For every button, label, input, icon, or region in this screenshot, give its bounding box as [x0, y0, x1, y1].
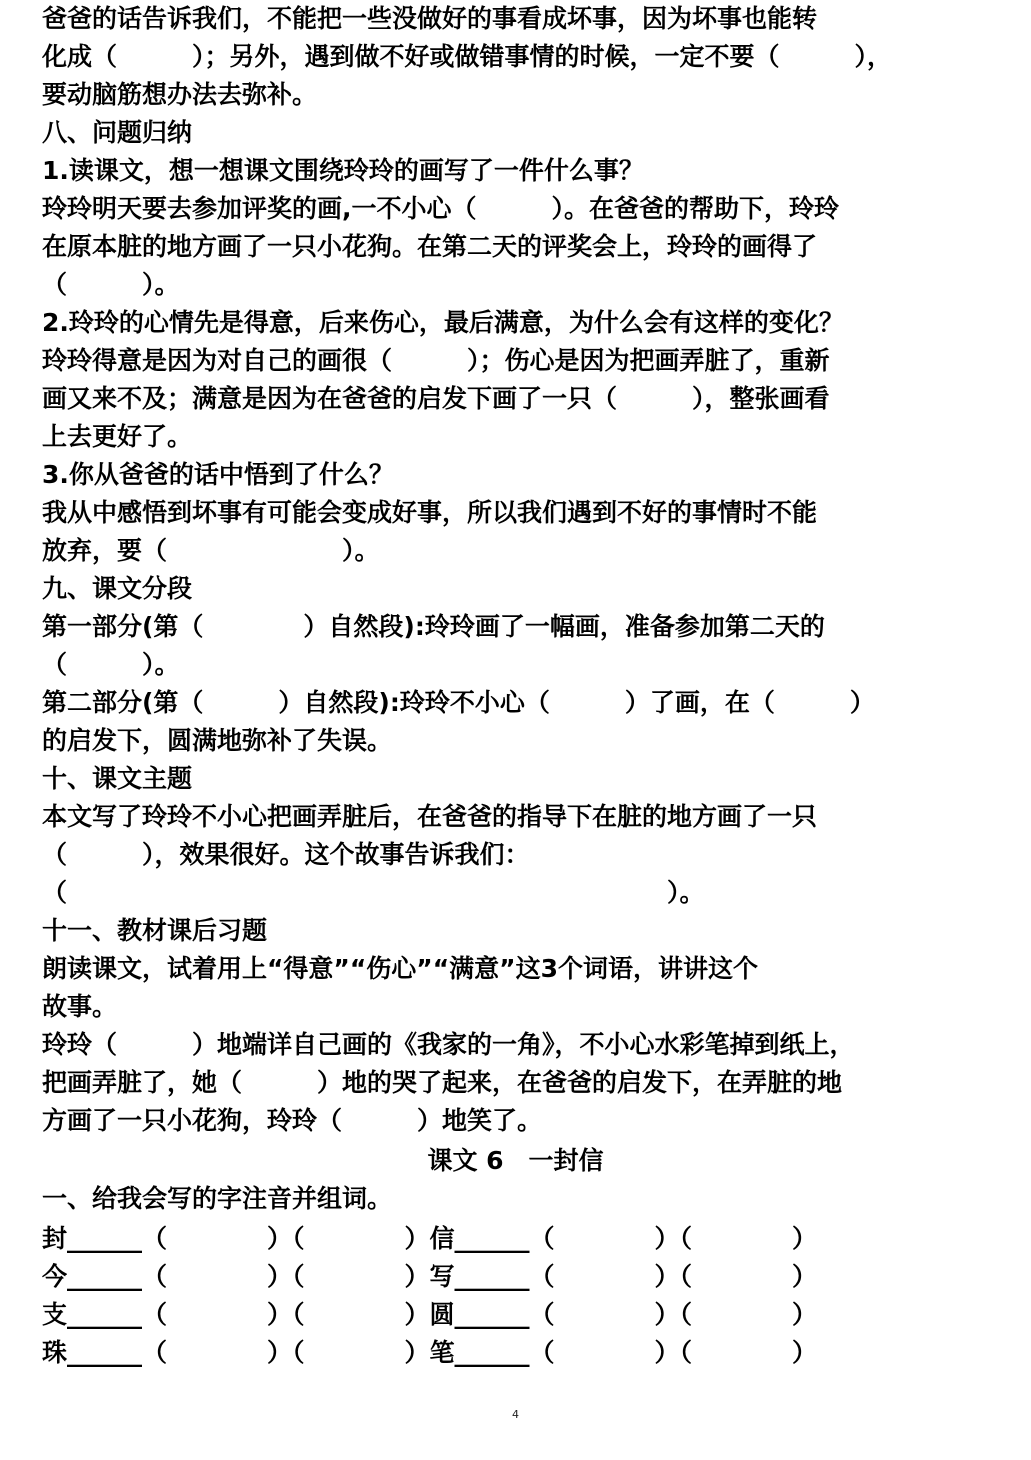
text-line-28: 玲玲（ ）地端详自己画的《我家的一角》，不小心水彩笔掉到纸上，: [42, 1030, 855, 1059]
char-row-4: 珠______（ ）（ ）笔______（ ）（ ）: [42, 1338, 818, 1367]
char-row-3: 支______（ ）（ ）圆______（ ）（ ）: [42, 1300, 818, 1329]
text-line-1: 爸爸的话告诉我们，不能把一些没做好的事看成坏事，因为坏事也能转: [42, 4, 818, 33]
text-line-27: 故事。: [42, 992, 118, 1021]
text-line-10: 玲玲得意是因为对自己的画很（ ）；伤心是因为把画弄脏了，重新: [42, 346, 830, 375]
lesson-title: 课文 6 一封信: [427, 1146, 604, 1175]
text-line-3: 要动脑筋想办法去弥补。: [42, 80, 318, 109]
text-line-24: （ ）。: [42, 878, 705, 907]
text-line-17: 第一部分(第（ ）自然段):玲玲画了一幅画，准备参加第二天的: [42, 612, 825, 641]
page-number: 4: [512, 1408, 519, 1421]
text-line-15: 放弃，要（ ）。: [42, 536, 380, 565]
question-3: 3.你从爸爸的话中悟到了什么？: [42, 460, 394, 489]
text-line-19: 第二部分(第（ ）自然段):玲玲不小心（ ）了画，在（ ）: [42, 688, 875, 717]
section-heading-9: 九、课文分段: [42, 574, 193, 603]
text-line-14: 我从中感悟到坏事有可能会变成好事，所以我们遇到不好的事情时不能: [42, 498, 818, 527]
text-line-22: 本文写了玲玲不小心把画弄脏后，在爸爸的指导下在脏的地方画了一只: [42, 802, 818, 831]
section-heading-8: 八、问题归纳: [42, 118, 193, 147]
section-heading-1: 一、给我会写的字注音并组词。: [42, 1184, 393, 1213]
question-1: 1.读课文，想一想课文围绕玲玲的画写了一件什么事？: [42, 156, 644, 185]
text-line-6: 玲玲明天要去参加评奖的画,一不小心（ ）。在爸爸的帮助下，玲玲: [42, 194, 839, 223]
question-2: 2.玲玲的心情先是得意，后来伤心，最后满意，为什么会有这样的变化？: [42, 308, 844, 337]
text-line-11: 画又来不及；满意是因为在爸爸的启发下画了一只（ ），整张画看: [42, 384, 830, 413]
char-row-1: 封______（ ）（ ）信______（ ）（ ）: [42, 1224, 818, 1253]
text-line-26: 朗读课文，试着用上“得意”“伤心”“满意”这3个词语，讲讲这个: [42, 954, 758, 983]
char-row-2: 今______（ ）（ ）写______（ ）（ ）: [42, 1262, 818, 1291]
text-line-29: 把画弄脏了，她（ ）地的哭了起来，在爸爸的启发下，在弄脏的地: [42, 1068, 843, 1097]
text-line-30: 方画了一只小花狗，玲玲（ ）地笑了。: [42, 1106, 543, 1135]
text-line-20: 的启发下，圆满地弥补了失误。: [42, 726, 393, 755]
text-line-23: （ ），效果很好。这个故事告诉我们：: [42, 840, 530, 869]
text-line-7: 在原本脏的地方画了一只小花狗。在第二天的评奖会上，玲玲的画得了: [42, 232, 818, 261]
section-heading-10: 十、课文主题: [42, 764, 193, 793]
text-line-12: 上去更好了。: [42, 422, 193, 451]
section-heading-11: 十一、教材课后习题: [42, 916, 268, 945]
text-line-18: （ ）。: [42, 650, 180, 679]
text-line-2: 化成（ ）；另外，遇到做不好或做错事情的时候，一定不要（ ），: [42, 42, 893, 71]
text-line-8: （ ）。: [42, 270, 180, 299]
